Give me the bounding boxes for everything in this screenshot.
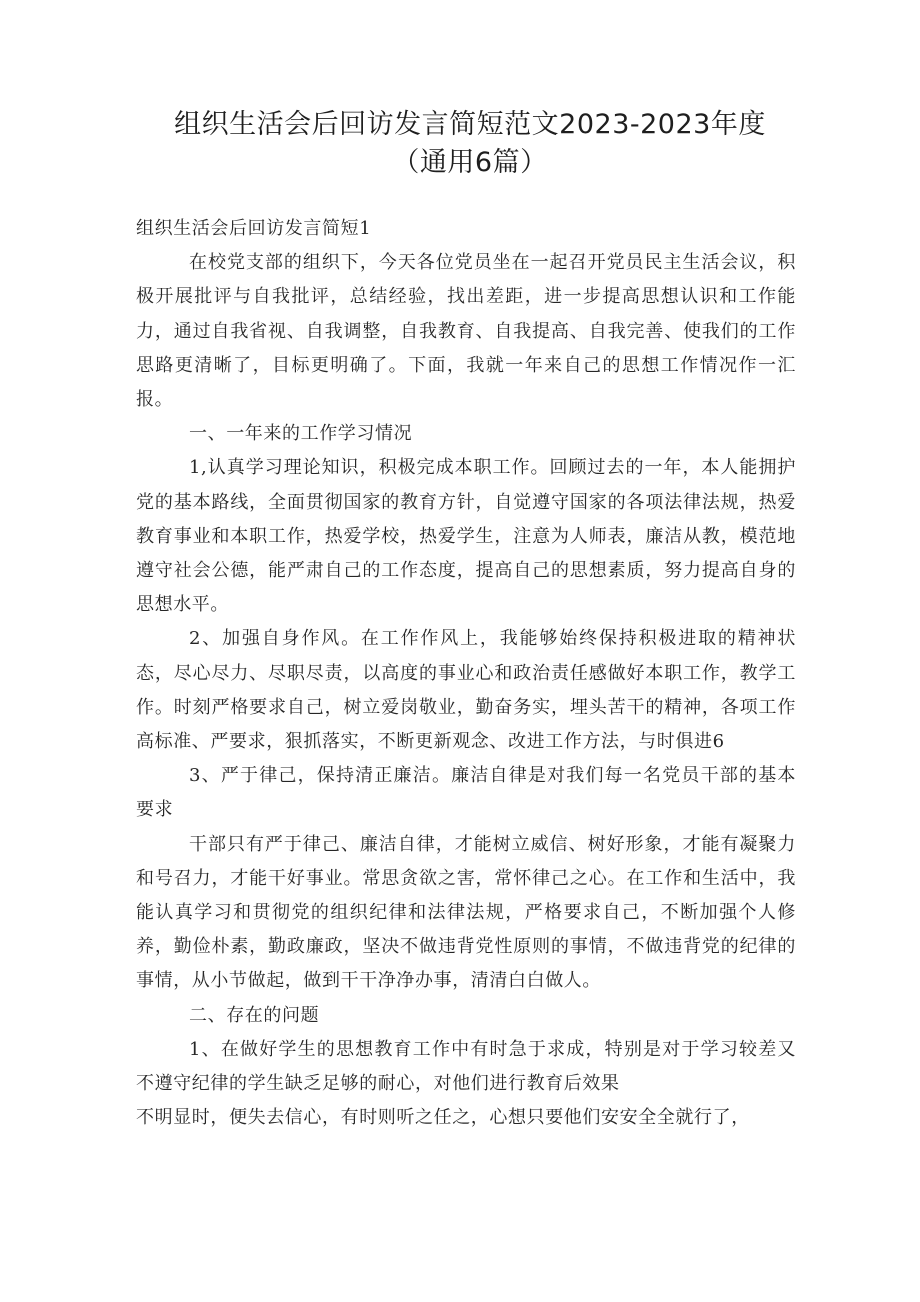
document-title: 组织生活会后回访发言简短范文2023-2023年度（通用6篇） [174,109,766,178]
paragraph: 1,认真学习理论知识，积极完成本职工作。回顾过去的一年，本人能拥护党的基本路线，全面贯彻国家的教育方针，自觉遵守国家的各项法律法规，热爱教育事业和本职工作，热爱学校，热爱学生，注意为人师表，廉洁从教，模范地遵守社会公德，能严肃自己的工作态度，提高自己的思想素质，努力提高自身的思想水平。 [136,457,796,616]
paragraph: 干部只有严于律己、廉洁自律，才能树立威信、树好形象，才能有凝聚力和号召力，才能干好事业。常思贪欲之害，常怀律己之心。在工作和生活中，我能认真学习和贯彻党的组织纪律和法律法规，严格要求自己，不断加强个人修养，勤俭朴素，勤政廉政，坚决不做违背党性原则的事情，不做违背党的纪律的事情，从小节做起，做到干干净净办事，清清白白做人。 [136,833,796,992]
paragraph: 1、在做好学生的思想教育工作中有时急于求成，特别是对于学习较差又不遵守纪律的学生缺乏足够的耐心，对他们进行教育后效果 [136,1038,796,1095]
document-body [136,212,796,1135]
subheading: 二、存在的问题 [189,1004,320,1026]
paragraph: 不明显时，便失去信心，有时则听之任之，心想只要他们安安全全就行了， [136,1107,750,1129]
paragraph: 2、加强自身作风。在工作作风上，我能够始终保持积极进取的精神状态，尽心尽力、尽职尽责，以高度的事业心和政治责任感做好本职工作，教学工作。时刻严格要求自己，树立爱岗敬业，勤奋务实，埋头苦干的精神，各项工作高标准、严要求，狠抓落实，不断更新观念、改进工作方法，与时俱进6 [136,628,796,753]
paragraph: 在校党支部的组织下，今天各位党员坐在一起召开党员民主生活会议，积极开展批评与自我批评，总结经验，找出差距，进一步提高思想认识和工作能力，通过自我省视、自我调整，自我教育、自我提高、自我完善、使我们的工作思路更清晰了，目标更明确了。下面，我就一年来自己的思想工作情况作一汇报。 [136,252,796,411]
section-heading: 组织生活会后回访发言简短1 [136,218,372,239]
subheading: 一、一年来的工作学习情况 [189,423,413,445]
paragraph: 3、严于律己，保持清正廉洁。廉洁自律是对我们每一名党员干部的基本要求 [136,765,796,821]
